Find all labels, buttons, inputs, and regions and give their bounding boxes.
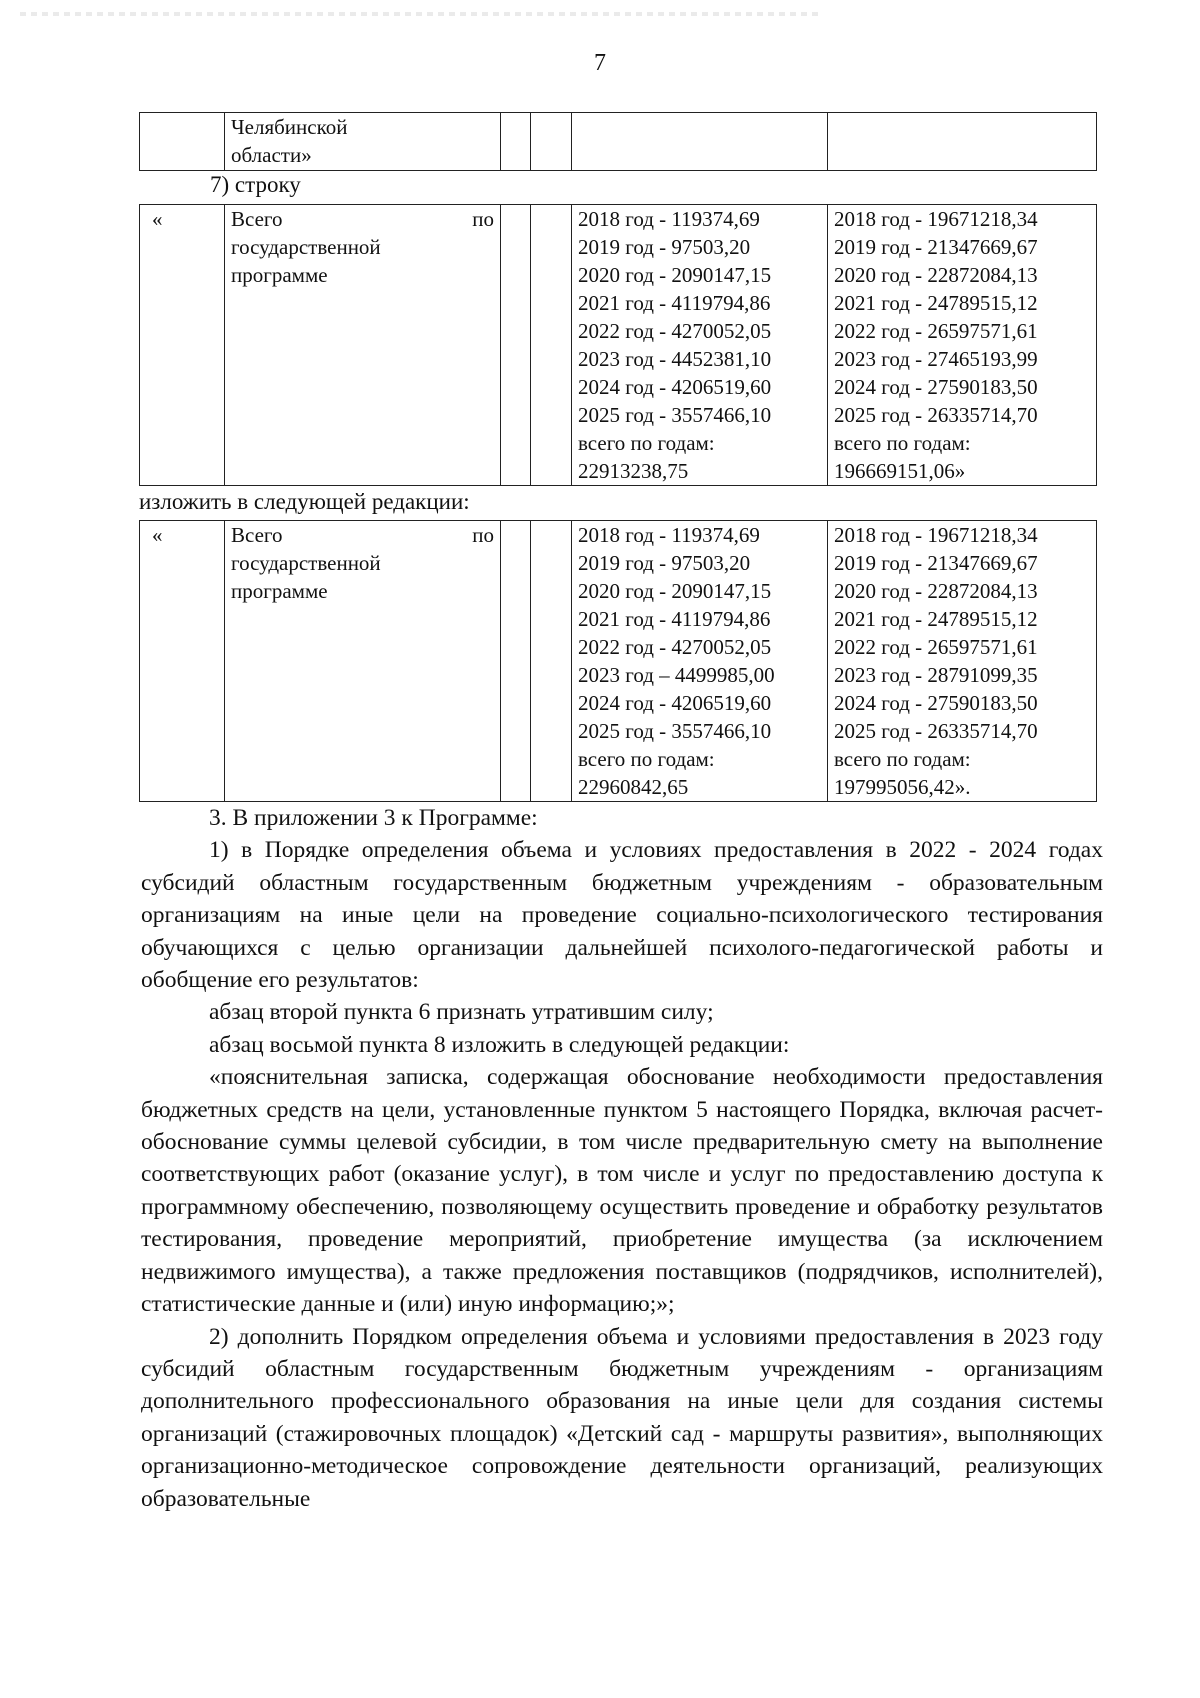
year-value: 2024 год - 27590183,50 [834, 375, 1038, 399]
year-value: 2018 год - 119374,69 [578, 207, 760, 231]
table-cell [501, 521, 531, 802]
year-value: 2020 год - 22872084,13 [834, 579, 1038, 603]
year-value: 2021 год - 4119794,86 [578, 291, 771, 315]
name-line: программе [231, 263, 328, 287]
table-cell [501, 113, 531, 171]
name-line: Челябинской [231, 115, 348, 139]
year-value: 2023 год – 4499985,00 [578, 663, 775, 687]
paragraph: 2) дополнить Порядком определения объема и условиями предоставления в 2023 году субсидий областным государственным бюджетным учреждениям - организациям дополнительного профессионального образования на иные цели для создания системы организаций (стажировочных площадок) «Детский сад - маршруты развития», выполняющих организационно-методическое сопровождение деятельности организаций, реализующих образовательные [141, 1323, 1103, 1512]
year-value: 2020 год - 22872084,13 [834, 263, 1038, 287]
name-first-line [231, 205, 494, 233]
table-cell [828, 113, 1097, 171]
year-value: 2019 год - 97503,20 [578, 235, 751, 259]
label-stroku: 7) строку [210, 172, 301, 197]
page-number: 7 [594, 50, 606, 76]
total-budget-cell [828, 521, 1097, 802]
table-cell [531, 113, 572, 171]
year-value: 2023 год - 4452381,10 [578, 347, 772, 371]
paragraph: абзац второй пункта 6 признать утратившим силу; [209, 999, 714, 1026]
year-value: 2020 год - 2090147,15 [578, 579, 772, 603]
year-value: 2022 год - 26597571,61 [834, 635, 1038, 659]
table-cell-name [225, 521, 501, 802]
quote-cell: « [140, 521, 225, 802]
old-row-table [139, 204, 1097, 486]
year-value: 2020 год - 2090147,15 [578, 263, 772, 287]
total-budget-cell [828, 205, 1097, 486]
total-value: 197995056,42». [834, 775, 971, 799]
table-cell-name [225, 205, 501, 486]
total-value: 22913238,75 [578, 459, 689, 483]
name-line: государственной [231, 551, 381, 575]
name-first-line [231, 521, 494, 549]
year-value: 2024 год - 27590183,50 [834, 691, 1038, 715]
year-value: 2021 год - 4119794,86 [578, 607, 771, 631]
year-value: 2022 год - 26597571,61 [834, 319, 1038, 343]
year-value: 2025 год - 26335714,70 [834, 403, 1038, 427]
name-word: Всего [231, 207, 283, 231]
year-value: 2025 год - 26335714,70 [834, 719, 1038, 743]
table-cell [531, 521, 572, 802]
scan-artifact [20, 12, 820, 16]
year-value: 2024 год - 4206519,60 [578, 375, 772, 399]
table-row [140, 113, 1097, 171]
paragraph: 3. В приложении 3 к Программе: [209, 805, 538, 831]
year-value: 2019 год - 21347669,67 [834, 551, 1038, 575]
year-value: 2023 год - 27465193,99 [834, 347, 1038, 371]
paragraph: «пояснительная записка, содержащая обоснование необходимости предоставления бюджетных средств на цели, установленные пунктом 5 настоящего Порядка, включая расчет-обоснование суммы целевой субсидии, в том числе предварительную смету на выполнение соответствующих работ (оказание услуг), в том числе и услуг по предоставлению доступа к программному обеспечению, позволяющему осуществить проведение и обработку результатов тестирования, проведение мероприятий, приобретение имущества (за исключением недвижимого имущества), а также предложения поставщиков (подрядчиков, исполнителей), статистические данные и (или) иную информацию;»; [141, 1064, 1103, 1318]
table-cell [140, 113, 225, 171]
new-row-table [139, 520, 1097, 802]
year-value: 2021 год - 24789515,12 [834, 607, 1038, 631]
year-value: 2018 год - 19671218,34 [834, 207, 1038, 231]
paragraph: абзац восьмой пункта 8 изложить в следующей редакции: [209, 1031, 790, 1058]
year-value: 2025 год - 3557466,10 [578, 403, 772, 427]
year-value: 2021 год - 24789515,12 [834, 291, 1038, 315]
quote-cell: « [140, 205, 225, 486]
table-row [140, 521, 1097, 802]
total-value: 22960842,65 [578, 775, 689, 799]
table-row [140, 205, 1097, 486]
total-label: всего по годам: [578, 747, 715, 771]
name-word: Всего [231, 523, 283, 547]
table-cell [531, 205, 572, 486]
name-line: программе [231, 579, 328, 603]
total-value: 196669151,06» [834, 459, 966, 483]
regional-budget-cell [572, 205, 828, 486]
name-line: государственной [231, 235, 381, 259]
total-label: всего по годам: [578, 431, 715, 455]
year-value: 2019 год - 97503,20 [578, 551, 751, 575]
year-value: 2024 год - 4206519,60 [578, 691, 772, 715]
label-edition: изложить в следующей редакции: [139, 489, 470, 514]
table-cell-name [225, 113, 501, 171]
top-table-fragment [139, 112, 1097, 171]
year-value: 2019 год - 21347669,67 [834, 235, 1038, 259]
year-value: 2018 год - 119374,69 [578, 523, 760, 547]
body-text [141, 802, 1103, 1515]
year-value: 2022 год - 4270052,05 [578, 635, 772, 659]
year-value: 2025 год - 3557466,10 [578, 719, 772, 743]
name-line: области» [231, 143, 312, 167]
table-cell [572, 113, 828, 171]
regional-budget-cell [572, 521, 828, 802]
year-value: 2023 год - 28791099,35 [834, 663, 1038, 687]
total-label: всего по годам: [834, 747, 971, 771]
total-label: всего по годам: [834, 431, 971, 455]
name-word: по [472, 207, 494, 231]
year-value: 2022 год - 4270052,05 [578, 319, 772, 343]
table-cell [501, 205, 531, 486]
name-word: по [472, 523, 494, 547]
year-value: 2018 год - 19671218,34 [834, 523, 1038, 547]
paragraph: 1) в Порядке определения объема и условиях предоставления в 2022 - 2024 годах субсидий областным государственным бюджетным учреждениям - образовательным организациям на иные цели на проведение социально-психологического тестирования обучающихся с целью организации дальнейшей психолого-педагогической работы и обобщение его результатов: [141, 837, 1103, 994]
